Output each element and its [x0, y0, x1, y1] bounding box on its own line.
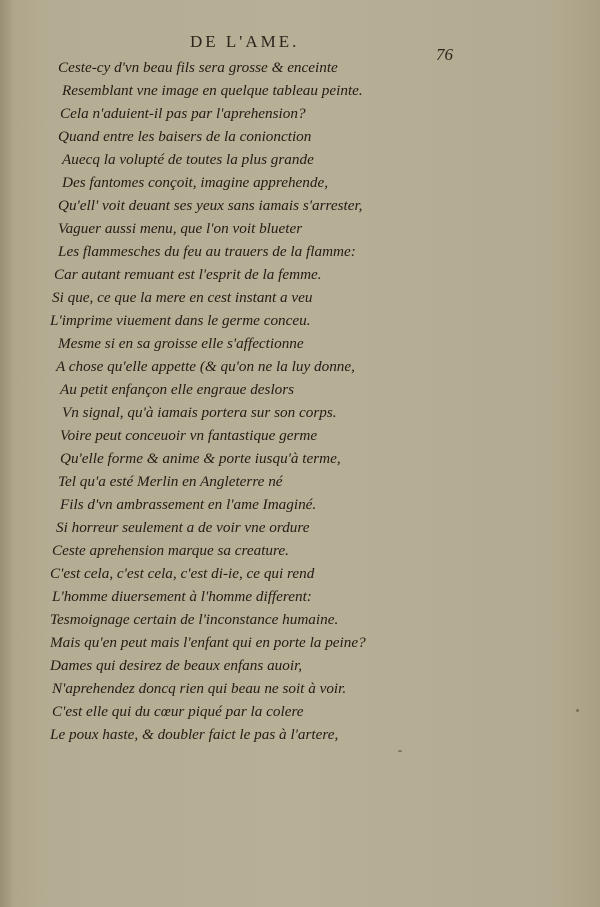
verse-line: Voire peut conceuoir vn fantastique germe: [60, 427, 318, 444]
verse-line: Mais qu'en peut mais l'enfant qui en porte la peine?: [50, 634, 366, 651]
verse-line: N'aprehendez doncq rien qui beau ne soit à voir.: [52, 680, 347, 697]
page-number: 76: [436, 45, 453, 64]
verse-line: Mesme si en sa groisse elle s'affectionne: [58, 335, 304, 352]
verse-line: C'est elle qui du cœur piqué par la colere: [52, 703, 304, 720]
verse-line: Cela n'aduient-il pas par l'aprehension?: [60, 105, 306, 122]
verse-line: Quand entre les baisers de la conionction: [58, 128, 312, 145]
verse-line: Vn signal, qu'à iamais portera sur son corps.: [62, 404, 337, 421]
paper-speck: [576, 709, 579, 712]
verse-line: Au petit enfançon elle engraue deslors: [60, 381, 295, 398]
verse-line: Qu'ell' voit deuant ses yeux sans iamais s'arrester,: [58, 197, 363, 214]
verse-line: Ceste aprehension marque sa creature.: [52, 542, 289, 559]
verse-line: A chose qu'elle appette (& qu'on ne la luy donne,: [56, 358, 355, 375]
verse-line: Tel qu'a esté Merlin en Angleterre né: [58, 473, 283, 490]
verse-line: Auecq la volupté de toutes la plus grande: [62, 151, 314, 168]
verse-line: Vaguer aussi menu, que l'on voit blueter: [58, 220, 303, 237]
verse-line: Car autant remuant est l'esprit de la femme.: [54, 266, 322, 283]
paper-speck: [398, 750, 402, 752]
verse-block: [46, 56, 366, 746]
verse-line: Dames qui desirez de beaux enfans auoir,: [50, 657, 303, 674]
verse-line: Le poux haste, & doubler faict le pas à l'artere,: [50, 726, 339, 743]
verse-line: Fils d'vn ambrassement en l'ame Imaginé.: [60, 496, 317, 513]
verse-line: Les flammesches du feu au trauers de la flamme:: [58, 243, 356, 260]
verse-line: Si horreur seulement a de voir vne ordure: [56, 519, 310, 536]
verse-line: L'homme diuersement à l'homme different:: [52, 588, 312, 605]
verse-line: L'imprime viuement dans le germe conceu.: [50, 312, 311, 329]
verse-line: C'est cela, c'est cela, c'est di-ie, ce qui rend: [50, 565, 315, 582]
running-head: DE L'AME.: [190, 32, 300, 51]
verse-line: Ceste-cy d'vn beau fils sera grosse & enceinte: [58, 59, 338, 76]
verse-line: Resemblant vne image en quelque tableau peinte.: [62, 82, 363, 99]
verse-line: Des fantomes conçoit, imagine apprehende,: [62, 174, 329, 191]
verse-line: Si que, ce que la mere en cest instant a veu: [52, 289, 313, 306]
page-gutter-shadow: [0, 0, 14, 907]
verse-line: Qu'elle forme & anime & porte iusqu'à terme,: [60, 450, 341, 467]
verse-line: Tesmoignage certain de l'inconstance humaine.: [50, 611, 339, 628]
